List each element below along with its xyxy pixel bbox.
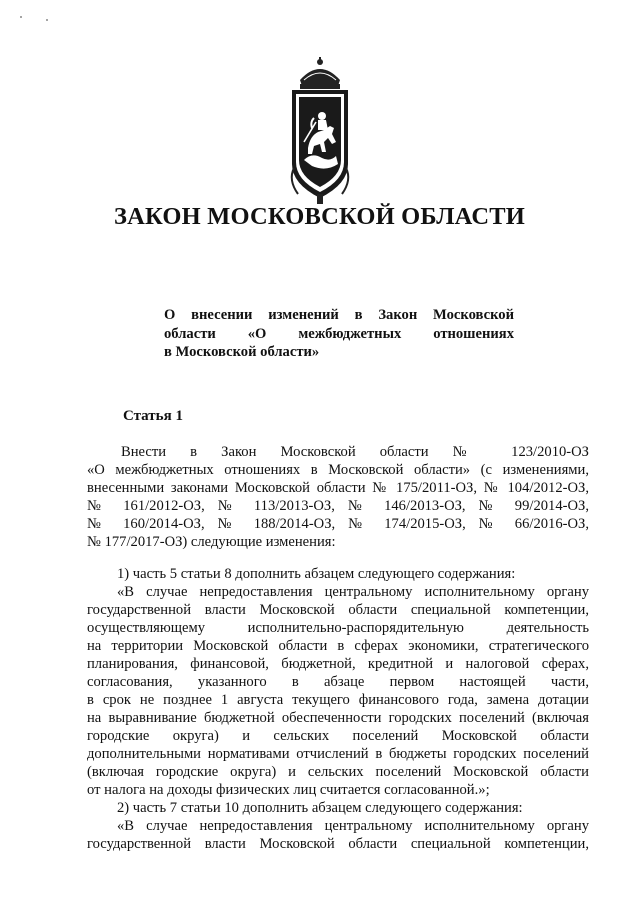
item1-line: планирования, финансовой, бюджетной, кредитной и налоговой сферах, (87, 656, 589, 672)
intro-line: «О межбюджетных отношениях в Московской области» (с изменениями, (87, 462, 589, 478)
intro-line: внесенными законами Московской области № 175/2011-ОЗ, № 104/2012-ОЗ, (87, 480, 589, 496)
item1-line: дополнительными нормативами отчислений в бюджеты городских поселений (87, 746, 589, 762)
item1-line: согласования, указанного в абзаце первом настоящей части, (87, 674, 589, 690)
intro-line: № 161/2012-ОЗ, № 113/2013-ОЗ, № 146/2013-ОЗ, № 99/2014-ОЗ, (87, 498, 589, 514)
subject-line: в Московской области» (164, 344, 320, 360)
item1-line: на территории Московской области в сферах экономики, стратегического (87, 638, 589, 654)
article-heading: Статья 1 (123, 408, 183, 424)
intro-line: № 160/2014-ОЗ, № 188/2014-ОЗ, № 174/2015-ОЗ, № 66/2016-ОЗ, (87, 516, 589, 532)
item1-line: «В случае непредоставления центральному исполнительному органу (117, 584, 589, 600)
item1-line: 1) часть 5 статьи 8 дополнить абзацем следующего содержания: (117, 566, 516, 582)
article-body (87, 443, 589, 853)
item1-line: городские округа) и сельских поселений Московской области (87, 728, 589, 744)
item1-line: от налога на доходы физических лиц считается согласованной.»; (87, 782, 490, 798)
intro-line: Внести в Закон Московской области № 123/2010-ОЗ (121, 444, 589, 460)
law-subject (164, 306, 514, 362)
paragraph-gap (87, 551, 589, 565)
subject-line: области «О межбюджетных отношениях (164, 325, 514, 342)
intro-line: № 177/2017-ОЗ) следующие изменения: (87, 534, 336, 550)
item2-line: государственной власти Московской области специальной компетенции, (87, 836, 589, 852)
item2-line: «В случае непредоставления центральному исполнительному органу (117, 818, 589, 834)
law-title: ЗАКОН МОСКОВСКОЙ ОБЛАСТИ (113, 203, 526, 230)
item1-line: в срок не позднее 1 августа текущего финансового года, замена дотации (87, 692, 589, 708)
item1-line: государственной власти Московской области специальной компетенции, (87, 602, 589, 618)
item1-line: на выравнивание бюджетной обеспеченности городских поселений (включая (87, 710, 589, 726)
coat-of-arms-emblem (286, 56, 354, 206)
scan-speck (46, 19, 48, 21)
item2-line: 2) часть 7 статьи 10 дополнить абзацем следующего содержания: (117, 800, 523, 816)
item1-line: осуществляющему исполнительно-распорядительную деятельность (87, 620, 589, 636)
item1-line: (включая городские округа) и сельских поселений Московской области (87, 764, 589, 780)
scan-speck (20, 16, 22, 18)
subject-line: О внесении изменений в Закон Московской (164, 307, 514, 323)
